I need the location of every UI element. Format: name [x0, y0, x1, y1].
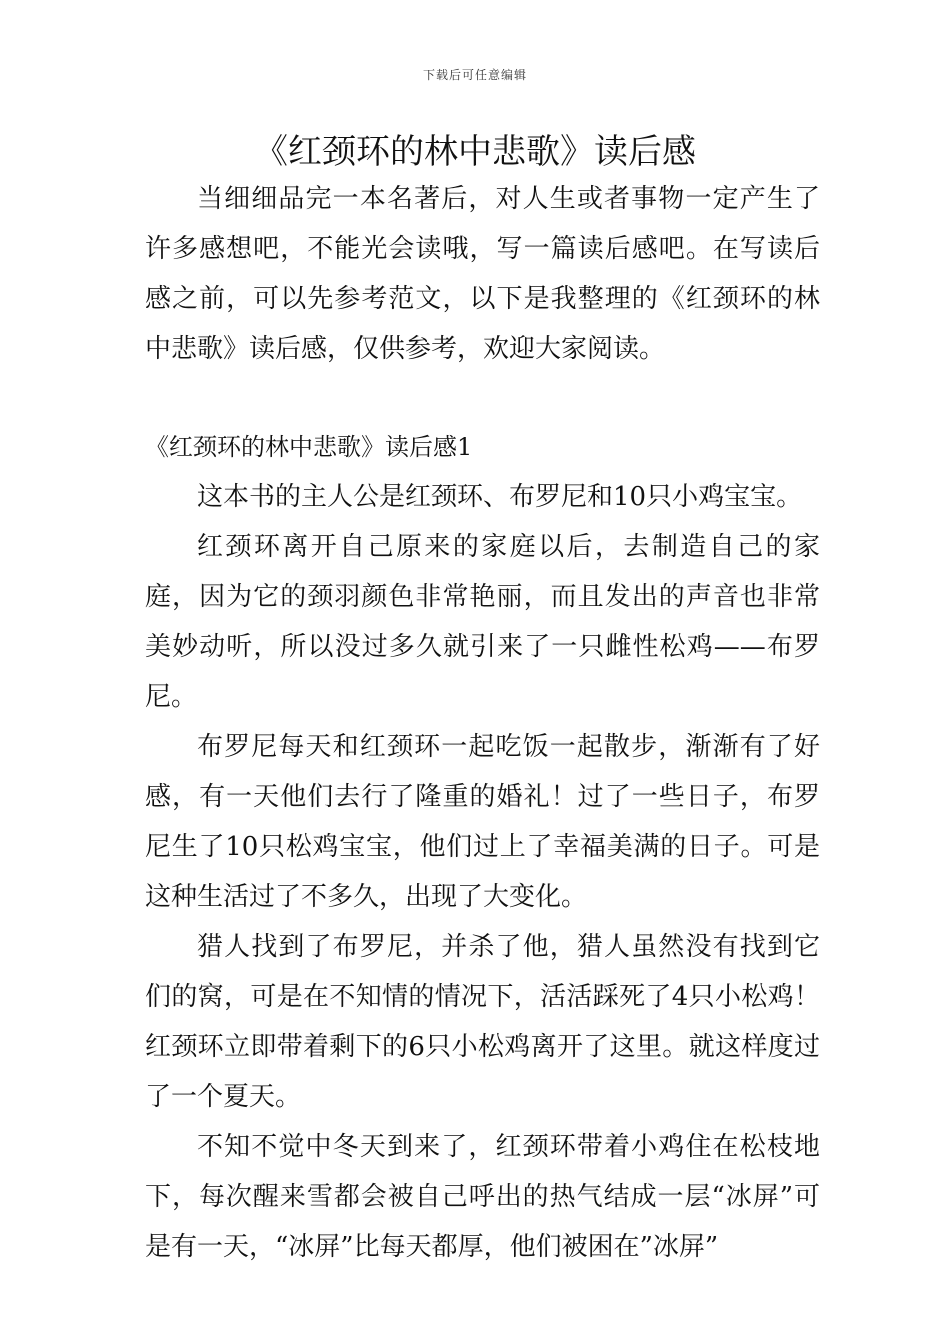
document-body — [145, 174, 820, 1272]
document-title: 《红颈环的林中悲歌》读后感 — [254, 132, 696, 172]
paragraph-4: 猎人找到了布罗尼，并杀了他，猎人虽然没有找到它们的窝，可是在不知情的情况下，活活踩死了4只小松鸡！红颈环立即带着剩下的6只小松鸡离开了这里。就这样度过了一个夏天。 — [145, 932, 820, 1112]
section-spacer — [145, 374, 820, 422]
header-note: 下载后可任意编辑 — [422, 68, 527, 82]
paragraph-2: 红颈环离开自己原来的家庭以后，去制造自己的家庭，因为它的颈羽颜色非常艳丽，而且发出的声音也非常美妙动听，所以没过多久就引来了一只雌性松鸡——布罗尼。 — [145, 532, 820, 712]
paragraph-1: 这本书的主人公是红颈环、布罗尼和10只小鸡宝宝。 — [197, 482, 803, 512]
section-heading: 《红颈环的林中悲歌》读后感1 — [145, 433, 473, 461]
paragraph-3: 布罗尼每天和红颈环一起吃饭一起散步，渐渐有了好感，有一天他们去行了隆重的婚礼！过了一些日子，布罗尼生了10只松鸡宝宝，他们过上了幸福美满的日子。可是这种生活过了不多久，出现了大变化。 — [145, 732, 820, 912]
paragraph-5: 不知不觉中冬天到来了，红颈环带着小鸡住在松枝地下，每次醒来雪都会被自己呼出的热气结成一层“冰屏”可是有一天，“冰屏”比每天都厚，他们被困在”冰屏” — [145, 1132, 820, 1262]
intro-paragraph: 当细细品完一本名著后，对人生或者事物一定产生了许多感想吧，不能光会读哦，写一篇读后感吧。在写读后感之前，可以先参考范文，以下是我整理的《红颈环的林中悲歌》读后感，仅供参考，欢迎大家阅读。 — [145, 184, 820, 364]
